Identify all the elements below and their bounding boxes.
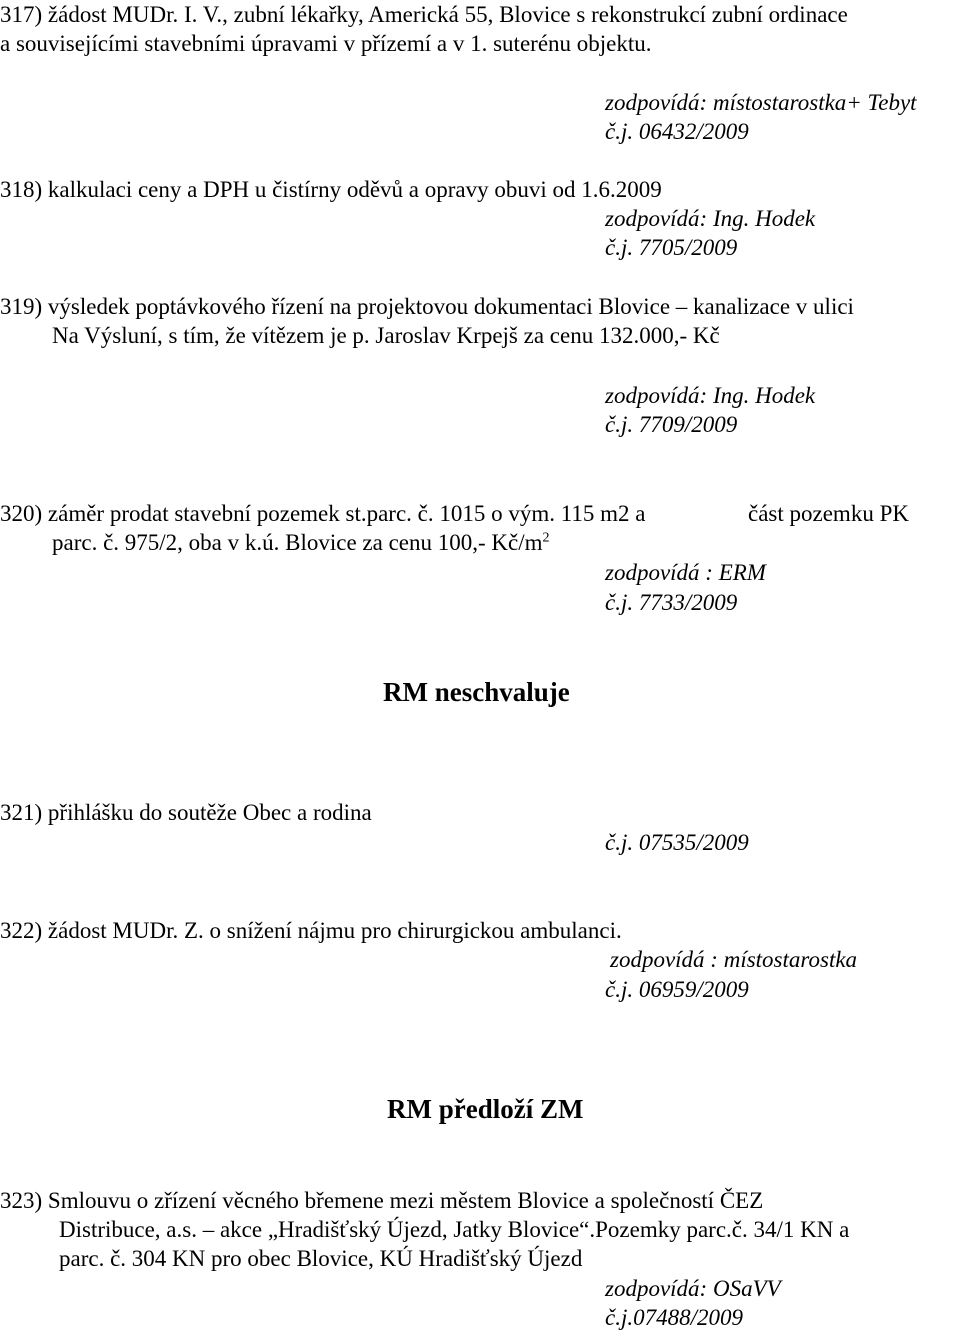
item-323-line-2: Distribuce, a.s. – akce „Hradišťský Újezd, Jatky Blovice“.Pozemky parc.č. 34/1 KN a: [59, 1217, 850, 1242]
item-323-line-1: 323) Smlouvu o zřízení věcného břemene mezi městem Blovice a společností ČEZ: [0, 1188, 764, 1213]
item-317-line-2: a souvisejícími stavebními úpravami v přízemí a v 1. suterénu objektu.: [0, 31, 652, 56]
item-323-ref: č.j.07488/2009: [605, 1305, 743, 1330]
heading-rm-neschvaluje: RM neschvaluje: [383, 677, 570, 707]
item-317-line-1: 317) žádost MUDr. I. V., zubní lékařky, Americká 55, Blovice s rekonstrukcí zubní ordinace: [0, 2, 848, 27]
item-320-line-1-tail: část pozemku PK: [748, 501, 909, 526]
item-322-line-1: 322) žádost MUDr. Z. o snížení nájmu pro chirurgickou ambulanci.: [0, 918, 622, 943]
item-319-line-2: Na Výsluní, s tím, že vítězem je p. Jaroslav Krpejš za cenu 132.000,- Kč: [52, 323, 720, 348]
item-317-responsible: zodpovídá: místostarostka+ Tebyt: [605, 90, 917, 115]
item-322-responsible: zodpovídá : místostarostka: [610, 947, 858, 972]
item-323-line-3: parc. č. 304 KN pro obec Blovice, KÚ Hradišťský Újezd: [59, 1246, 583, 1271]
item-320-line-2: parc. č. 975/2, oba v k.ú. Blovice za cenu 100,- $Kč/m^2$: [52, 530, 550, 555]
item-318-ref: č.j. 7705/2009: [605, 235, 738, 260]
item-322-ref: č.j. 06959/2009: [605, 977, 749, 1002]
item-320-line-1: 320) záměr prodat stavební pozemek st.parc. č. 1015 o vým. 115 m2 a: [0, 501, 646, 526]
heading-rm-predlozi-zm: RM předloží ZM: [387, 1094, 584, 1124]
item-318-responsible: zodpovídá: Ing. Hodek: [605, 206, 816, 231]
superscript-2: 2: [542, 530, 550, 546]
item-320-ref: č.j. 7733/2009: [605, 590, 738, 615]
item-321-line-1: 321) přihlášku do soutěže Obec a rodina: [0, 800, 372, 825]
item-318-line-1: 318) kalkulaci ceny a DPH u čistírny oděvů a opravy obuvi od 1.6.2009: [0, 177, 662, 202]
item-323-responsible: zodpovídá: OSaVV: [605, 1276, 781, 1301]
item-319-line-1: 319) výsledek poptávkového řízení na projektovou dokumentaci Blovice – kanalizace v ulici: [0, 294, 854, 319]
item-319-responsible: zodpovídá: Ing. Hodek: [605, 383, 816, 408]
item-320-responsible: zodpovídá : ERM: [605, 560, 766, 585]
item-317-ref: č.j. 06432/2009: [605, 119, 749, 144]
item-319-ref: č.j. 7709/2009: [605, 412, 738, 437]
item-321-ref: č.j. 07535/2009: [605, 830, 749, 855]
